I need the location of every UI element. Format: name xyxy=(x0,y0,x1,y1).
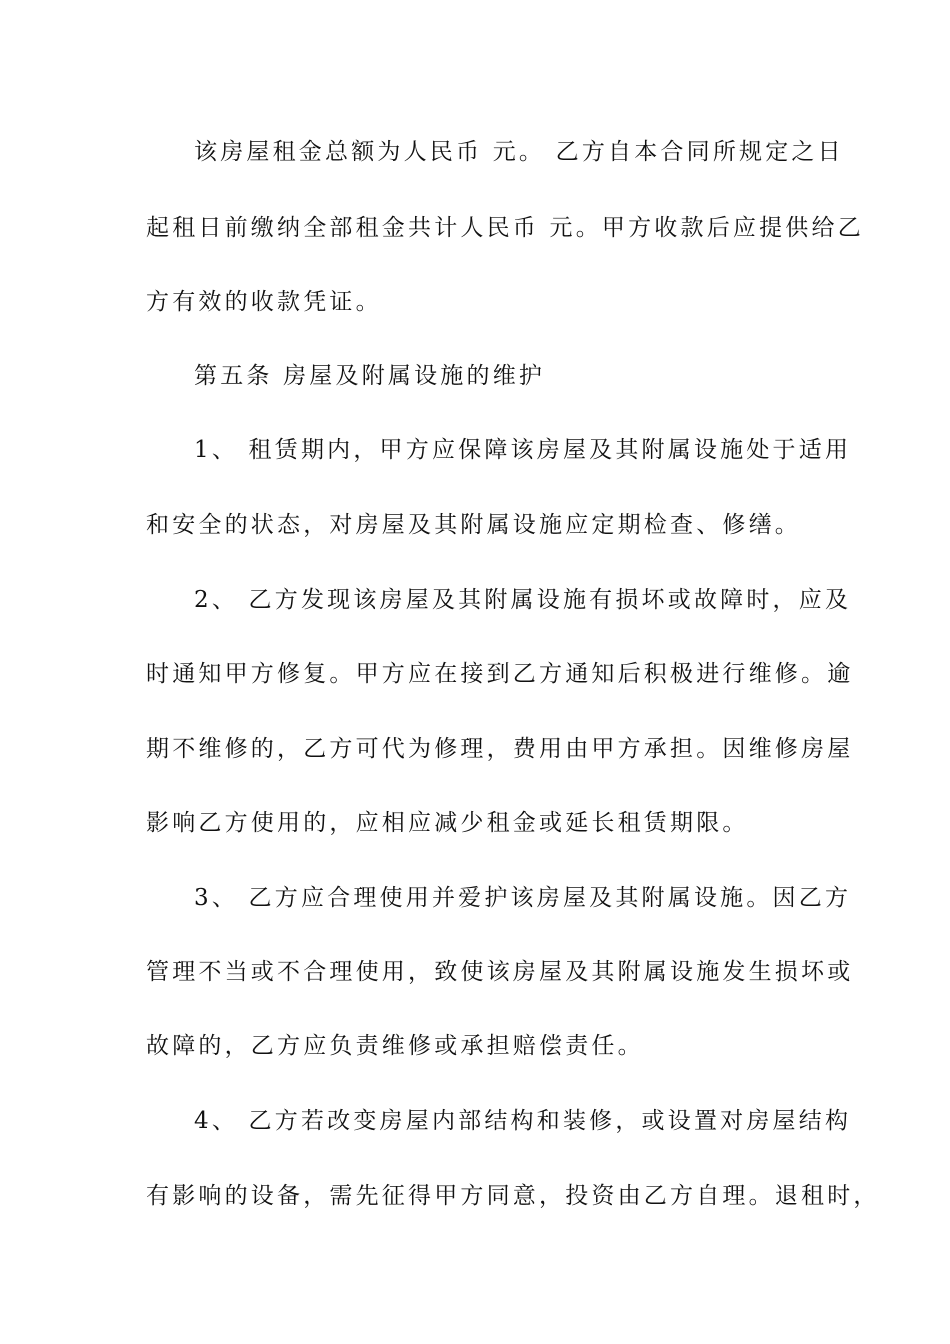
text-line-1: 该房屋租金总额为人民币 元。 乙方自本合同所规定之日 xyxy=(194,139,844,165)
text-line-8: 时通知甲方修复。甲方应在接到乙方通知后积极进行维修。逾 xyxy=(146,661,854,687)
text-line-5: 1、 租赁期内，甲方应保障该房屋及其附属设施处于适用 xyxy=(194,437,852,463)
text-line-6: 和安全的状态，对房屋及其附属设施应定期检查、修缮。 xyxy=(146,512,801,538)
text-line-11: 3、 乙方应合理使用并爱护该房屋及其附属设施。因乙方 xyxy=(194,885,852,911)
text-line-12: 管理不当或不合理使用，致使该房屋及其附属设施发生损坏或 xyxy=(146,959,854,985)
text-line-14: 4、 乙方若改变房屋内部结构和装修，或设置对房屋结构 xyxy=(194,1108,852,1134)
text-line-3: 方有效的收款凭证。 xyxy=(146,289,382,315)
text-line-13: 故障的，乙方应负责维修或承担赔偿责任。 xyxy=(146,1033,644,1059)
text-line-2: 起租日前缴纳全部租金共计人民币 元。甲方收款后应提供给乙 xyxy=(146,215,864,241)
text-line-9: 期不维修的，乙方可代为修理，费用由甲方承担。因维修房屋 xyxy=(146,736,854,762)
section-heading: 第五条 房屋及附属设施的维护 xyxy=(194,363,546,389)
text-line-15: 有影响的设备，需先征得甲方同意，投资由乙方自理。退租时， xyxy=(146,1183,880,1209)
text-line-10: 影响乙方使用的，应相应减少租金或延长租赁期限。 xyxy=(146,810,749,836)
text-line-7: 2、 乙方发现该房屋及其附属设施有损坏或故障时，应及 xyxy=(194,587,852,613)
